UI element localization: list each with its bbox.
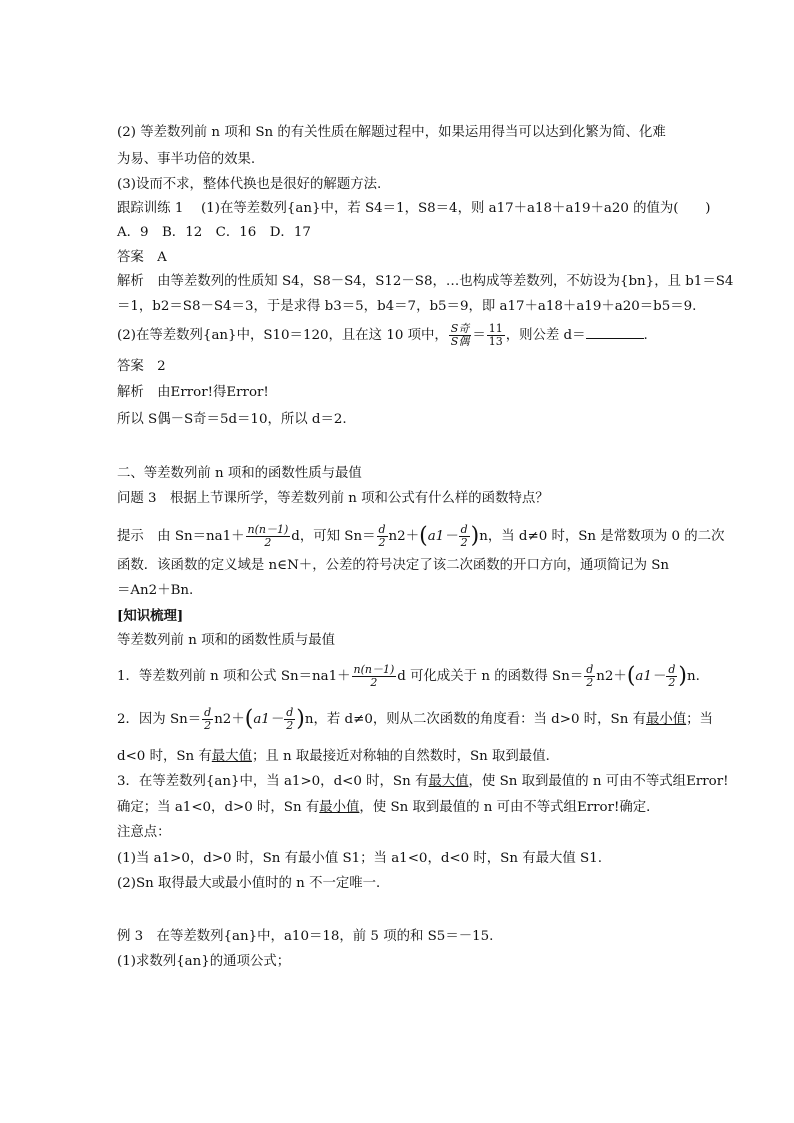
- text-line: [117, 799, 660, 817]
- text-span: 确定；当 a1<0，d>0 时，Sn 有: [117, 800, 320, 815]
- fraction: [449, 323, 472, 348]
- text-span: (2)在等差数列{an}中，S10＝120，且在这 10 项中，: [117, 328, 448, 343]
- text-line: [117, 773, 729, 791]
- text-span: a1－: [635, 669, 666, 684]
- text-line: 注意点：: [117, 825, 171, 840]
- analysis-line: 解析 由等差数列的性质知 S4，S8－S4，S12－S8，…也构成等差数列，不妨设为{bn}，且 b1＝S4: [117, 274, 734, 289]
- answer-blank[interactable]: [586, 326, 644, 339]
- text-span: ，使 Sn 取到最值的 n 可由不等式组Error!确定．: [359, 800, 660, 815]
- fraction: [246, 524, 291, 549]
- fraction-numerator: d: [668, 663, 676, 676]
- text-line: 等差数列前 n 项和的函数性质与最值: [117, 633, 335, 648]
- fraction: [487, 323, 505, 348]
- fraction-denominator: 2: [286, 719, 294, 732]
- text-span: n.: [686, 669, 700, 684]
- text-span: ；当: [686, 712, 713, 727]
- fraction-numerator: d: [460, 523, 468, 536]
- question-line: 问题 3 根据上节课所学，等差数列前 n 项和公式有什么样的函数特点？: [117, 491, 549, 506]
- question-line: [117, 323, 648, 348]
- fraction-numerator: d: [378, 523, 386, 536]
- answer-line: 答案 2: [117, 359, 166, 374]
- fraction-numerator: 11: [488, 322, 503, 335]
- fraction-numerator: d: [286, 706, 294, 719]
- underlined-term: 最小值: [645, 712, 687, 727]
- fraction-denominator: 2: [586, 676, 594, 689]
- example-heading: 例 3 在等差数列{an}中，a10＝18，前 5 项的和 S5＝－15.: [117, 929, 494, 944]
- text-line: 为易、事半功倍的效果.: [117, 152, 256, 167]
- text-span: a1－: [253, 712, 284, 727]
- fraction-denominator: 2: [378, 536, 386, 549]
- section-heading: 二、等差数列前 n 项和的函数性质与最值: [117, 466, 362, 481]
- text-span: n2＋: [596, 669, 627, 684]
- text-line: (1)求数列{an}的通项公式；: [117, 954, 291, 969]
- text-line: 所以 S偶－S奇＝5d＝10，所以 d＝2.: [117, 412, 347, 427]
- text-line: 跟踪训练 1 (1)在等差数列{an}中，若 S4＝1，S8＝4，则 a17＋a18＋a19＋a20 的值为( ): [117, 201, 711, 216]
- text-span: d 可化成关于 n 的函数得 Sn＝: [397, 669, 584, 684]
- text-span: d<0 时，Sn 有: [117, 749, 212, 764]
- text-span: 2．因为 Sn＝: [117, 712, 202, 727]
- fraction-numerator: n(n－1): [353, 663, 395, 676]
- text-line: 函数．该函数的定义域是 n∈N＋，公差的符号决定了该二次函数的开口方向，通项简记为 Sn: [117, 558, 670, 573]
- text-line: ＝1，b2＝S8－S4＝3，于是求得 b3＝5，b4＝7，b5＝9，即 a17＋a18＋a19＋a20＝b5＝9.: [117, 299, 697, 314]
- text-span: ；且 n 取最接近对称轴的自然数时，Sn 取到最值．: [251, 749, 559, 764]
- fraction-denominator: S偶: [450, 335, 470, 348]
- text-span: ，则公差 d＝: [505, 328, 586, 343]
- fraction-numerator: n(n－1): [247, 523, 289, 536]
- fraction-numerator: d: [586, 663, 594, 676]
- text-span: ＝: [472, 328, 486, 343]
- fraction: [459, 524, 470, 549]
- fraction-numerator: d: [204, 706, 212, 719]
- fraction-denominator: 2: [204, 719, 212, 732]
- fraction: [584, 664, 595, 689]
- fraction-denominator: 2: [370, 676, 378, 689]
- hint-line: 提示 由 Sn＝na1＋ $\frac{n(n-1)}{2}$ d，可知 Sn＝ $\frac{d}{2}$ n2＋(a1－ $\frac{d}{2}$ )n，当 d≠0 时，Sn 是常数项为 0 的二次: [117, 523, 725, 549]
- text-span: 1．等差数列前 n 项和公式 Sn＝na1＋: [117, 669, 351, 684]
- text-span: a1－: [427, 529, 458, 544]
- subsection-heading: [知识梳理]: [117, 608, 184, 624]
- text-span: 提示 由 Sn＝na1＋: [117, 529, 245, 544]
- analysis-line: 解析 由Error!得Error!: [117, 385, 269, 400]
- underlined-term: 最大值: [428, 774, 469, 789]
- fraction-numerator: S奇: [450, 322, 470, 335]
- choice-options: A．9 B．12 C．16 D．17: [117, 225, 311, 240]
- text-span: n2＋: [214, 712, 245, 727]
- text-line: ＝An2＋Bn.: [117, 583, 194, 598]
- fraction: [202, 707, 213, 732]
- text-span: 3．在等差数列{an}中，当 a1>0，d<0 时，Sn 有: [117, 774, 429, 789]
- text-span: n2＋: [388, 529, 420, 544]
- text-line: (3)设而不求，整体代换也是很好的解题方法.: [117, 177, 382, 192]
- fraction: [377, 524, 388, 549]
- text-span: .: [643, 328, 648, 343]
- text-line: 2．因为 Sn＝ $\frac{d}{2}$ n2＋(a1－ $\frac{d}{2}$ )n，若 d≠0，则从二次函数的角度看：当 d>0 时，Sn 有最小值；当: [117, 706, 713, 732]
- text-line: 1．等差数列前 n 项和公式 Sn＝na1＋ $\frac{n(n-1)}{2}$ d 可化成关于 n 的函数得 Sn＝ $\frac{d}{2}$ n2＋(a1－ $\frac{d}{2}$ )n.: [117, 663, 700, 689]
- text-span: ，使 Sn 取到最值的 n 可由不等式组Error!: [468, 774, 729, 789]
- fraction: [352, 664, 397, 689]
- fraction-denominator: 2: [668, 676, 676, 689]
- fraction-denominator: 13: [488, 335, 503, 348]
- underlined-term: 最大值: [211, 749, 252, 764]
- text-line: (2) 等差数列前 n 项和 Sn 的有关性质在解题过程中，如果运用得当可以达到化繁为简、化难: [117, 125, 666, 140]
- text-span: n，若 d≠0，则从二次函数的角度看：当 d>0 时，Sn 有: [304, 712, 646, 727]
- fraction: [666, 664, 677, 689]
- text-span: d，可知 Sn＝: [291, 529, 376, 544]
- fraction-denominator: 2: [264, 536, 272, 549]
- fraction-denominator: 2: [460, 536, 468, 549]
- underlined-term: 最小值: [319, 800, 360, 815]
- fraction: [284, 707, 295, 732]
- text-span: n，当 d≠0 时，Sn 是常数项为 0 的二次: [479, 529, 725, 544]
- text-line: (1)当 a1>0，d>0 时，Sn 有最小值 S1；当 a1<0，d<0 时，Sn 有最大值 S1.: [117, 851, 603, 866]
- text-line: [117, 748, 559, 766]
- text-line: (2)Sn 取得最大或最小值时的 n 不一定唯一．: [117, 876, 390, 891]
- answer-line: 答案 A: [117, 250, 167, 265]
